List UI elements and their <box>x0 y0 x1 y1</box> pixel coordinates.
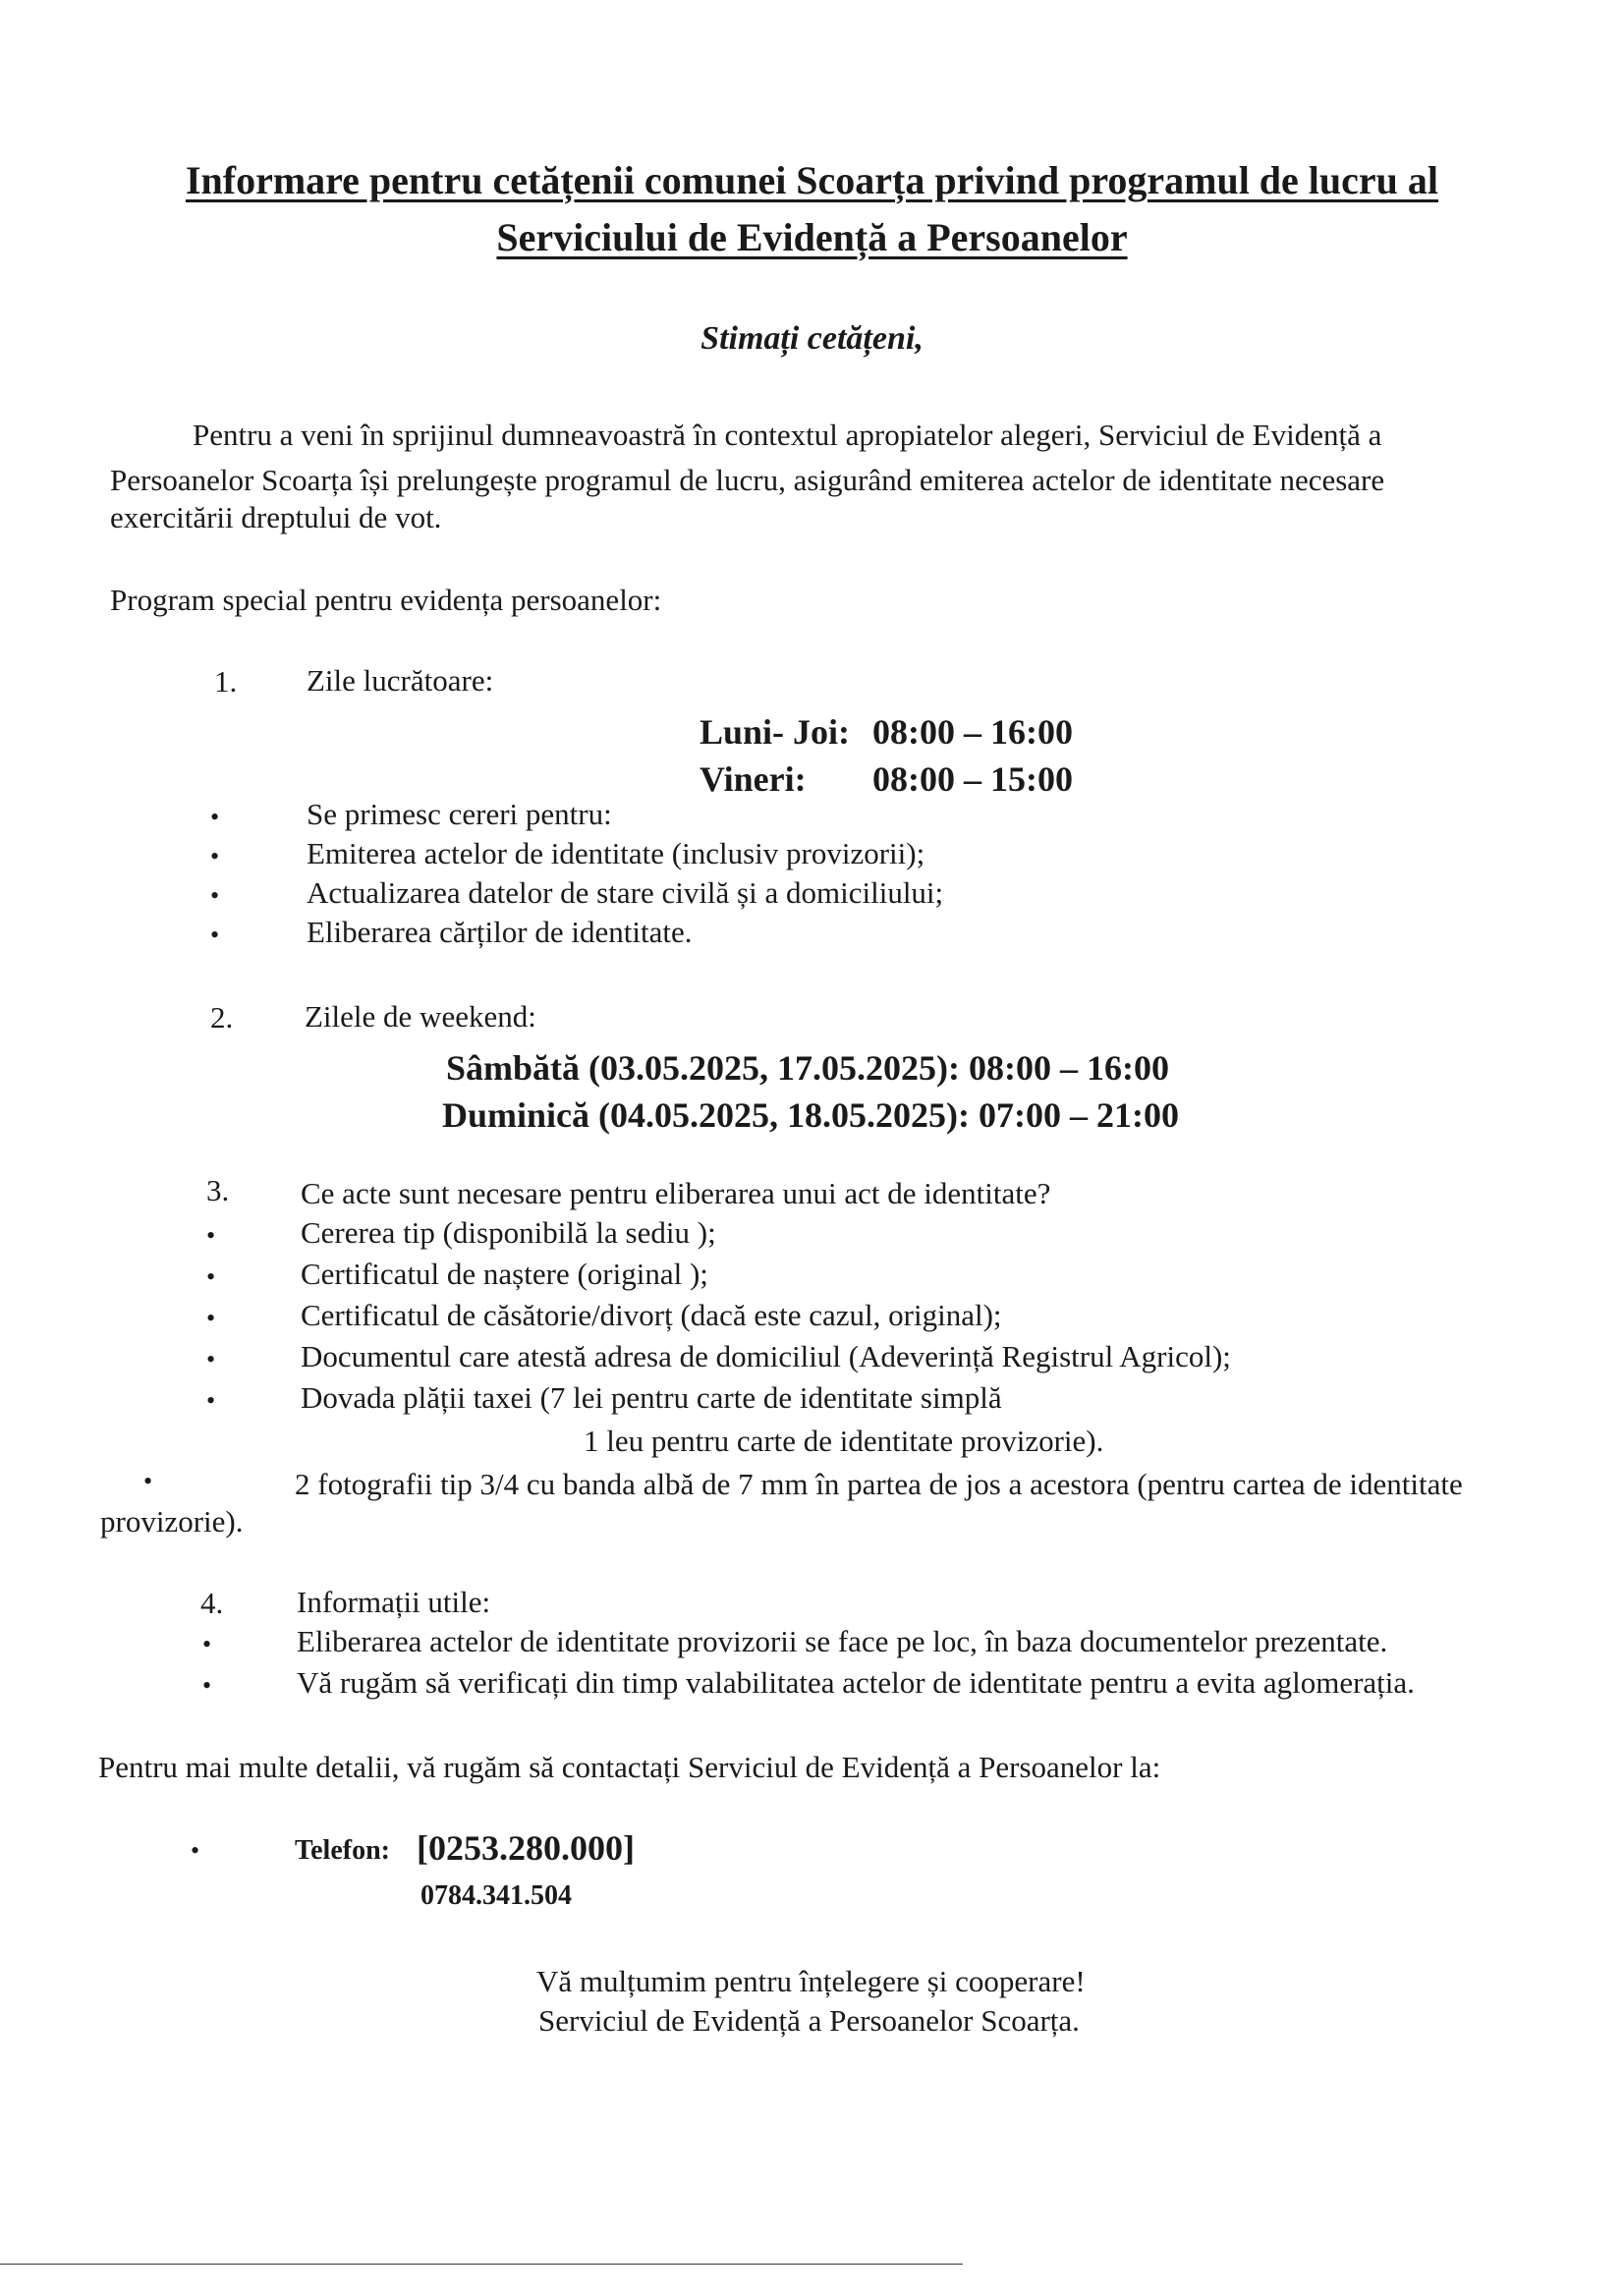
intro-line2: Persoanelor Scoarța își prelungește programul de lucru, asigurând emiterea actelor de identitate necesare <box>110 463 1385 497</box>
section3-item: Dovada plății taxei (7 lei pentru carte de identitate simplă <box>301 1380 1002 1415</box>
phone-label: Telefon: <box>295 1835 390 1866</box>
bottom-rule <box>0 2264 963 2265</box>
section2-number: 2. <box>210 1000 234 1035</box>
section1-bullet: • <box>210 842 220 870</box>
schedule2-hours: 08:00 – 15:00 <box>872 759 1073 799</box>
photo-line1: 2 fotografii tip 3/4 cu banda albă de 7 mm în partea de jos a acestora (pentru cartea de identitate <box>295 1467 1463 1501</box>
section3-item: Cererea tip (disponibilă la sediu ); <box>301 1215 716 1250</box>
section3-bullet: • <box>206 1221 216 1250</box>
section3-item: Certificatul de căsătorie/divorț (dacă este cazul, original); <box>301 1298 1002 1332</box>
phone-number-1: [0253.280.000] <box>417 1828 635 1868</box>
section4-item: Vă rugăm să verificați din timp valabilitatea actelor de identitate pentru a evita aglomerația. <box>297 1665 1415 1700</box>
weekend-saturday: Sâmbătă (03.05.2025, 17.05.2025): 08:00 – 16:00 <box>446 1048 1169 1088</box>
phone-number-2: 0784.341.504 <box>420 1880 572 1911</box>
section1-item: Eliberarea cărților de identitate. <box>307 915 693 949</box>
section1-bullet: • <box>210 921 220 949</box>
contact-intro: Pentru mai multe detalii, vă rugăm să contactați Serviciul de Evidență a Persoanelor la: <box>98 1750 1161 1784</box>
section4-bullet: • <box>202 1630 212 1658</box>
page-title-line2: Serviciului de Evidență a Persoanelor <box>496 215 1128 259</box>
section4-bullet: • <box>202 1671 212 1700</box>
section3-item: Certificatul de naștere (original ); <box>301 1257 708 1291</box>
schedule1-label: Luni- Joi: <box>700 712 851 752</box>
section4-number: 4. <box>200 1586 224 1620</box>
section1-item: Se primesc cereri pentru: <box>307 797 612 831</box>
section3-bullet: • <box>206 1262 216 1291</box>
section3-bullet: • <box>206 1304 216 1332</box>
greeting: Stimați cetățeni, <box>700 320 924 357</box>
intro-line1: Pentru a veni în sprijinul dumneavoastră în contextul apropiatelor alegeri, Serviciul de Evidență a <box>193 418 1382 452</box>
section3-item: Documentul care atestă adresa de domiciliul (Adeverință Registrul Agricol); <box>301 1339 1231 1373</box>
section2-heading: Zilele de weekend: <box>305 999 536 1034</box>
section4-heading: Informații utile: <box>297 1585 491 1619</box>
contact-bullet: • <box>191 1836 200 1865</box>
schedule2-label: Vineri: <box>700 759 807 799</box>
section1-heading: Zile lucrătoare: <box>307 663 494 698</box>
section1-item: Actualizarea datelor de stare civilă și a domiciliului; <box>307 875 944 910</box>
closing-thanks: Vă mulțumim pentru înțelegere și cooperare! <box>536 1964 1086 1998</box>
photo-line2: provizorie). <box>100 1504 244 1539</box>
schedule1-hours: 08:00 – 16:00 <box>872 712 1073 752</box>
section1-bullet: • <box>210 803 220 831</box>
tax-line2: 1 leu pentru carte de identitate provizorie). <box>584 1424 1104 1458</box>
section3-bullet: • <box>143 1467 153 1495</box>
intro-line3: exercitării dreptului de vot. <box>110 500 442 534</box>
weekend-sunday: Duminică (04.05.2025, 18.05.2025): 07:00 – 21:00 <box>442 1095 1179 1135</box>
section3-bullet: • <box>206 1386 216 1415</box>
program-title: Program special pentru evidența persoanelor: <box>110 583 662 617</box>
section1-bullet: • <box>210 881 220 910</box>
closing-signature: Serviciul de Evidență a Persoanelor Scoarța. <box>538 2003 1080 2038</box>
section1-number: 1. <box>214 664 238 699</box>
section4-item: Eliberarea actelor de identitate provizorii se face pe loc, în baza documentelor prezentate. <box>297 1624 1388 1658</box>
section3-number: 3. <box>206 1173 230 1207</box>
section3-heading: Ce acte sunt necesare pentru eliberarea unui act de identitate? <box>301 1176 1051 1210</box>
section3-bullet: • <box>206 1345 216 1373</box>
page-title-line1: Informare pentru cetățenii comunei Scoarța privind programul de lucru al <box>185 158 1439 202</box>
section1-item: Emiterea actelor de identitate (inclusiv provizorii); <box>307 836 925 870</box>
